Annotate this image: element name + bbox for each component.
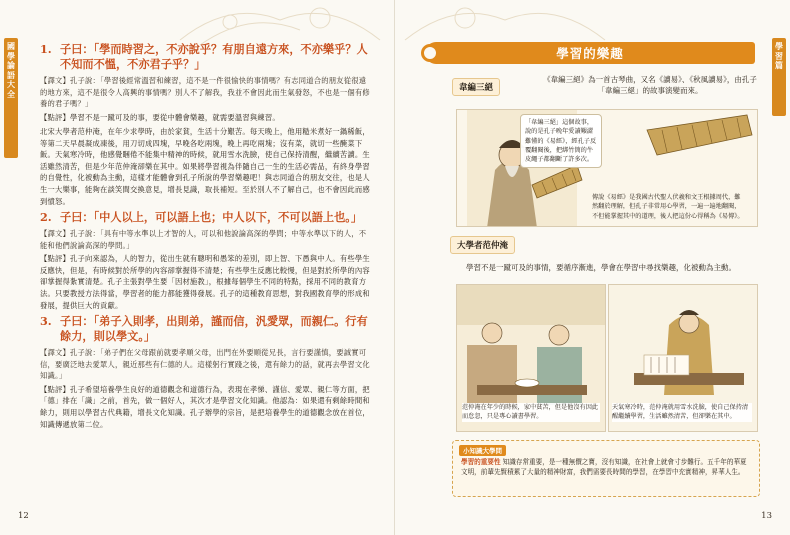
- page-number: 13: [761, 511, 772, 521]
- entry-number: 3.: [40, 314, 52, 329]
- illustration-caption: 范仲淹在年少的時候，家中貧苦，但是他沒有因此而怠忽，只是專心讀書學習。: [462, 404, 599, 421]
- intro-text: 學習不是一蹴可及的事情，要循序漸進，學會在學習中尋找樂趣，化被動為主動。: [466, 263, 736, 272]
- entry-number: 2.: [40, 210, 52, 225]
- page-number: 12: [18, 511, 29, 521]
- quote-text: 子曰：「中人以上，可以語上也；中人以下，不可以語上也。」: [60, 210, 363, 225]
- comment-paragraph: 【點評】孔子希望培養學生良好的道德觀念和道德行為，表現在孝悌、謹信、愛眾、親仁等方面，把「德」排在「識」之前，首先，做一個好人，其次才是學習文化知識。他認為：如果還有剩餘時間和餘力，則用以學習古代典籍，增長文化知識。孔子辦學的宗旨，是把培養學生的道德觀念放在首位，知識傳遞放第二位。: [40, 384, 370, 429]
- quote-text: 子曰：「弟子入則孝，出則弟，謹而信，汎愛眾，而親仁。行有餘力，則以學文。」: [60, 314, 368, 344]
- comment-paragraph: 【點評】孔子向來認為，人的智力，從出生就有聰明和愚笨的差別，即上智、下愚與中人。有些學生反應快，但是，有時候對於所學的內容卻掌握得不清楚；有些學生反應比較慢，但是對於所學的內容卻掌握得紮實清楚。孔子主張對學生要「因材施教」，根據每個學生不同的特點，採用不同的教育方法。只要教授方法得當，學習者的能力都能獲得發展。孔子的這種教育思想，對我國教育學的形成和發展，提供巨大的貢獻。: [40, 254, 370, 310]
- side-tab: [4, 38, 18, 158]
- quote-heading: [40, 42, 370, 72]
- side-tab: [772, 38, 786, 116]
- comment-paragraph: 北宋大學者范仲淹，在年少求學時，由於家貧，生活十分艱苦。每天晚上，他用糙米煮好一鍋稀飯，等第二天早晨凝成凍後，用刀切成四塊，早晚各吃兩塊，晚上再吃兩塊；沒有菜，就切一些醃菜下飯。天氣寒冷時，他感覺睏倦不能集中精神的時候，就用雪水洗臉，使自己保持清醒，繼續苦讀。生活雖然清苦，但是少年范仲淹卻樂在其中。如果將學習視為伴隨自己一生的生活必需品，有終身學習的自覺性，化被動為主動，這樣才能體會到孔子所說的學習樂趣吧！與志同道合的朋友交往，也是人生一大樂事，能夠在談笑間交換意見，增長見識，取長補短。至於別人不了解自己，也不會因此而感到憤怒。: [40, 127, 370, 206]
- story-bubble: 「韋編三絕」這個故事，說的是孔子晚年愛讀艱澀難懂的《易經》，經孔子反覆翻閱後，把綁竹簡的牛皮繩子都翻斷了許多次。: [520, 114, 602, 168]
- entry-number: 1.: [40, 42, 52, 56]
- knowledge-label: 小知識大學問: [459, 445, 506, 456]
- subheading: 韋編三絕: [452, 78, 500, 96]
- story-caption: 傳說《易經》是我國古代聖人伏羲和文王根據周代，難然翻於理解，但孔子非常用心學習，一遍一遍地翻閱，不但能掌握其中的道理，後人把這份心得稱為《易傳》。: [592, 194, 744, 220]
- quote-heading: [40, 314, 370, 344]
- comment-paragraph: 【點評】學習不是一蹴可及的事，要從中體會樂趣，就需要溫習與練習。: [40, 112, 280, 122]
- translation: 【譯文】孔子說：「學習後經常溫習和練習，這不是一件很愉快的事情嗎？有志同道合的朋友從很遠的地方來，這不是很令人高興的事情嗎？別人不了解我，我並不會因此而生氣發怒，不也是一個有修養的君子嗎？」: [40, 76, 370, 108]
- knowledge-text: [461, 457, 753, 477]
- intro-text: 《韋編三絕》為一首古琴曲，又名《讀易》、《秋風讀易》，由孔子「韋編三絕」的故事演變而來。: [543, 75, 757, 95]
- left-column: [40, 42, 370, 433]
- side-tab-label: 學習篇: [775, 42, 783, 70]
- quote-heading: [40, 210, 370, 225]
- knowledge-box: [452, 440, 760, 497]
- illustration-caption: 天氣寒冷時，范仲淹就用雪水洗臉，使自己保持清醒繼續學習，生活雖然清苦，但卻樂在其中。: [612, 403, 752, 422]
- knowledge-term: 學習的重要性: [461, 458, 501, 466]
- translation: 【譯文】孔子說：「弟子們在父母跟前就要孝順父母，出門在外要順從兄長，言行要謹慎，要誠實可信，要廣泛地去愛眾人，親近那些有仁德的人。這樣躬行實踐之後，還有餘力的話，就再去學習文化知識。」: [40, 348, 370, 381]
- knowledge-body: 知識存常重要，是一種無價之寶，沒有知識，在社會上就會寸步難行。五千年的華夏文明，前輩先賢積累了大量的精神財富，我們需要長時間的學習，在學習中充實精神，昇華人生。: [461, 458, 747, 476]
- side-tab-label: 國學論語大全: [7, 42, 15, 99]
- section-title-banner: [425, 42, 755, 64]
- banner-dot-icon: [421, 44, 439, 62]
- subheading: 大學者范仲淹: [450, 236, 515, 254]
- quote-text: 子曰：「學而時習之，不亦說乎？有朋自遠方來，不亦樂乎？人不知而不慍，不亦君子乎？」: [60, 42, 368, 71]
- section-title: 學習的樂趣: [556, 46, 624, 61]
- translation: 【譯文】孔子說：「具有中等水準以上才智的人，可以和他說論高深的學問；中等水準以下的人，不能和他們說論高深的學問。」: [40, 229, 367, 250]
